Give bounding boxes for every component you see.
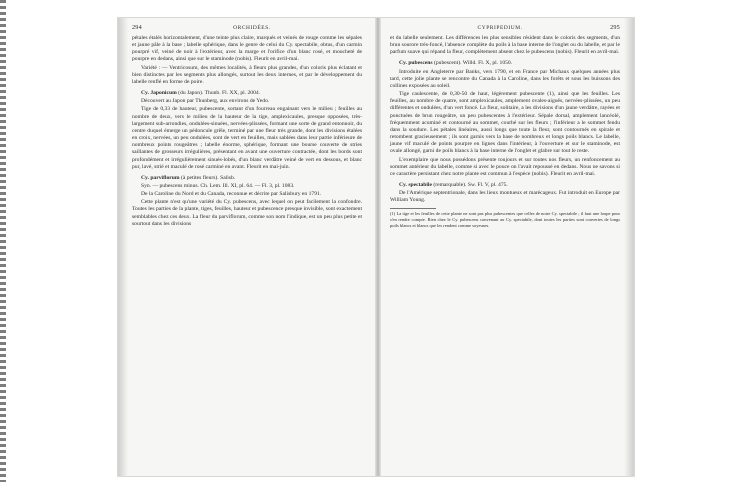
species-name: Cy. Japonicum [141,90,177,97]
paragraph-text: (remarquable). Sw. Fl. V, pl. 475. [433,181,508,188]
paragraph-text: (à petites fleurs). Salisb. [180,174,236,181]
paragraph [390,69,620,90]
footnote-rule [390,208,436,209]
species-name: Cy. pubescens [399,60,433,67]
paragraph-text: Introduite en Angleterre par Banks, vers 1790, et en France par Michaux quelques années plus tard, cette jolie plante se rencontre du Canada à la Caroline, dans les forêts et sous les buissons des collines exposées au soleil. [390,68,620,89]
paragraph-text: Tige de 0,33 de hauteur, pubescente, sortant d'un fourreau engainant vers le milieu ; feuilles au nombre de deux, vers le milieu de la hauteur de la tige, amplexicaules, presque opposées, très-largement sub-arrondies, ondulées-sinuées, nervées-plissées, formant une sorte de grand entonnoir, du centre duquel émerge un pédoncule grêle, terminé par une fleur très grande, dont les divisions étalées en croix, nervées, un peu ondulées, sont de vert en feuilles, mais sablées dans leur partie inférieure de nombreux points rougeâtres ; labelle énorme, sphérique, formant une bourse couverte de stries saillantes de grosseurs irrégulières, présentant en avant une ouverture contractée, dont les bords sont profondément et irrégulièrement sinués-lobés, d'un blanc verdâtre veiné de vert en dessous, et blanc pur, lavé, strié et maculé de rosé carminé en avant. Fleurit en mai-juin. [132,106,362,170]
paragraph-text: Syn. — pubescens minus. Ch. Lem. Ill. XI, pl. 64. — Fl. 3, pl. 1083. [141,182,295,189]
paragraph [132,35,362,64]
paragraph [132,98,362,105]
book-gutter [375,18,381,476]
scan-left-edge [0,0,6,482]
right-page-number: 295 [610,24,620,31]
page-edge-shadow-right [624,18,634,476]
species-entry [132,90,362,97]
paragraph-text: Cette plante n'est qu'une variété du Cy. pubescens, avec lequel on peut facilement la confondre. Toutes les parties de la plante, tiges, feuilles, hauteur et pubescence presque invisible, sont exactement semblables chez ces deux. La fleur du parviflorum, comme son nom l'indique, est un peu plus petite et sourtout dans les divisions [132,199,362,227]
paragraph [132,65,362,86]
paragraph [132,106,362,170]
left-running-head [132,24,362,32]
left-page [132,24,362,470]
species-entry [132,175,362,182]
paragraph [390,157,620,178]
page-edge-shadow-left [118,18,128,476]
paragraph [132,183,362,190]
right-running-head [390,24,620,32]
left-page-number: 294 [132,24,142,31]
paragraph-text: (du Japon). Thunb. Fl. XX, pl. 2004. [178,90,261,97]
species-name: Cy. parviflorum [141,174,180,181]
paragraph-text: pétales étalés horizontalement, d'une teinte plus claire, marqués et veinés de rouge comme les sépales et jaune pâle à la base ; labelle sphérique, dans le genre de celui du Cy. spectabile, obtus, d'un carmin pourpré vif, veiné de noir à l'extérieur, avec la marge et l'orifice d'un blanc rosé, et moucheté de pourpre en dedans, ainsi que sur le staminode (nobis). Fleurit en avril-mai. [132,35,362,63]
paragraph-text: Découvert au Japon par Thunberg, aux environs de Yedo. [141,98,270,105]
paragraph [132,199,362,228]
footnote: (1) La tige et les feuilles de cette plante ne sont pas plus pubescentes que celles de notre Cy. spectabile ; il faut une loupe pour s'en rendre compte. Rien chez le Cy. pubescens convenant au Cy. spectabile, dont toutes les parties sont couvertes de longs poils blancs et blancs que les rendent comme soyeuses. [390,211,620,228]
left-running-title: ORCHIDÉES. [233,25,271,31]
book-spread [118,18,634,476]
paragraph [390,190,620,204]
paragraph [390,35,620,56]
right-page [390,24,620,470]
species-entry [390,60,620,67]
paragraph [132,191,362,198]
paragraph-text: L'exemplaire que nous possédons présente toujours et sur toutes nos fleurs, un renfoncement au sommet antérieur du labelle, comme si avec le pouce on l'avait repoussé en dedans. Nous ne savons si ce caractère persistant chez notre plante est commun à l'espèce (nobis). Fleurit en avril-mai. [390,156,620,177]
left-page-body [132,35,362,228]
paragraph-text: De la Caroline du Nord et du Canada, reconnue et décrite par Salisbury en 1791. [141,191,322,198]
species-name: Cy. spectabile [399,181,432,188]
paragraph-text: Tige caulescente, de 0,30-50 de haut, légèrement pubescente (1), ainsi que les feuilles. Les feuilles, au nombre de quatre, sont amplexicaules, amplement ovales-aiguës, nervées-plissées, un peu différentes et ondulées, d'un vert foncé. La fleur, solitaire, a les divisions d'un jaune verdâtre, rayées et ponctuées de brun rougeâtre, un peu pubescentes à l'extérieur. Sépale dorsal, amplement lancéolé, fréquemment acuminé et contourné au sommet, courbé sur les fleurs ; l'inférieur a le sommet fendu dans la soudure. Les pétales linéaires, aussi longs que toute la fleur, sont contournés en spirale et retombent gracieusement ; ils sont garnis vers la base de nombreux et longs poils blancs. Le labelle, jaune vif maculé de points pourpre en lignes dans l'intérieur, à l'ouverture et sur le staminode, est ovale allongé, garni de poils blancs à la base interne de l'onglet et glabre sur tout le reste. [390,91,620,155]
right-page-body [390,35,620,204]
paragraph-text: (pubescent). Willd. Fl. X, pl. 1050. [433,60,513,67]
paragraph-text: et du labelle seulement. Les différences les plus sensibles résident dans le coloris des segments, d'un brun sourore très-foncé, l'absence complète du poils à la base interne de l'onglet ou du labelle, et par le parfum suave qui répand la fleur, complètement absent chez le pubescens (nobis). Fleurit en avril-mai. [390,35,620,56]
paragraph [390,91,620,155]
right-running-title: CYPRIPEDIUM. [477,25,523,31]
paragraph-text: Variété : — Ventricosum, des mêmes localités, à fleurs plus grandes, d'un coloris plus éclatant et bien distinctes par les segments plus allongés, surtout les deux internes, et par le développement du labelle renflé en forme de poire. [132,64,362,85]
species-entry [390,182,620,189]
paragraph-text: De l'Amérique septentrionale, dans les lieux montueux et marécageux. Fut introduit en Europe par William Young. [390,190,620,204]
